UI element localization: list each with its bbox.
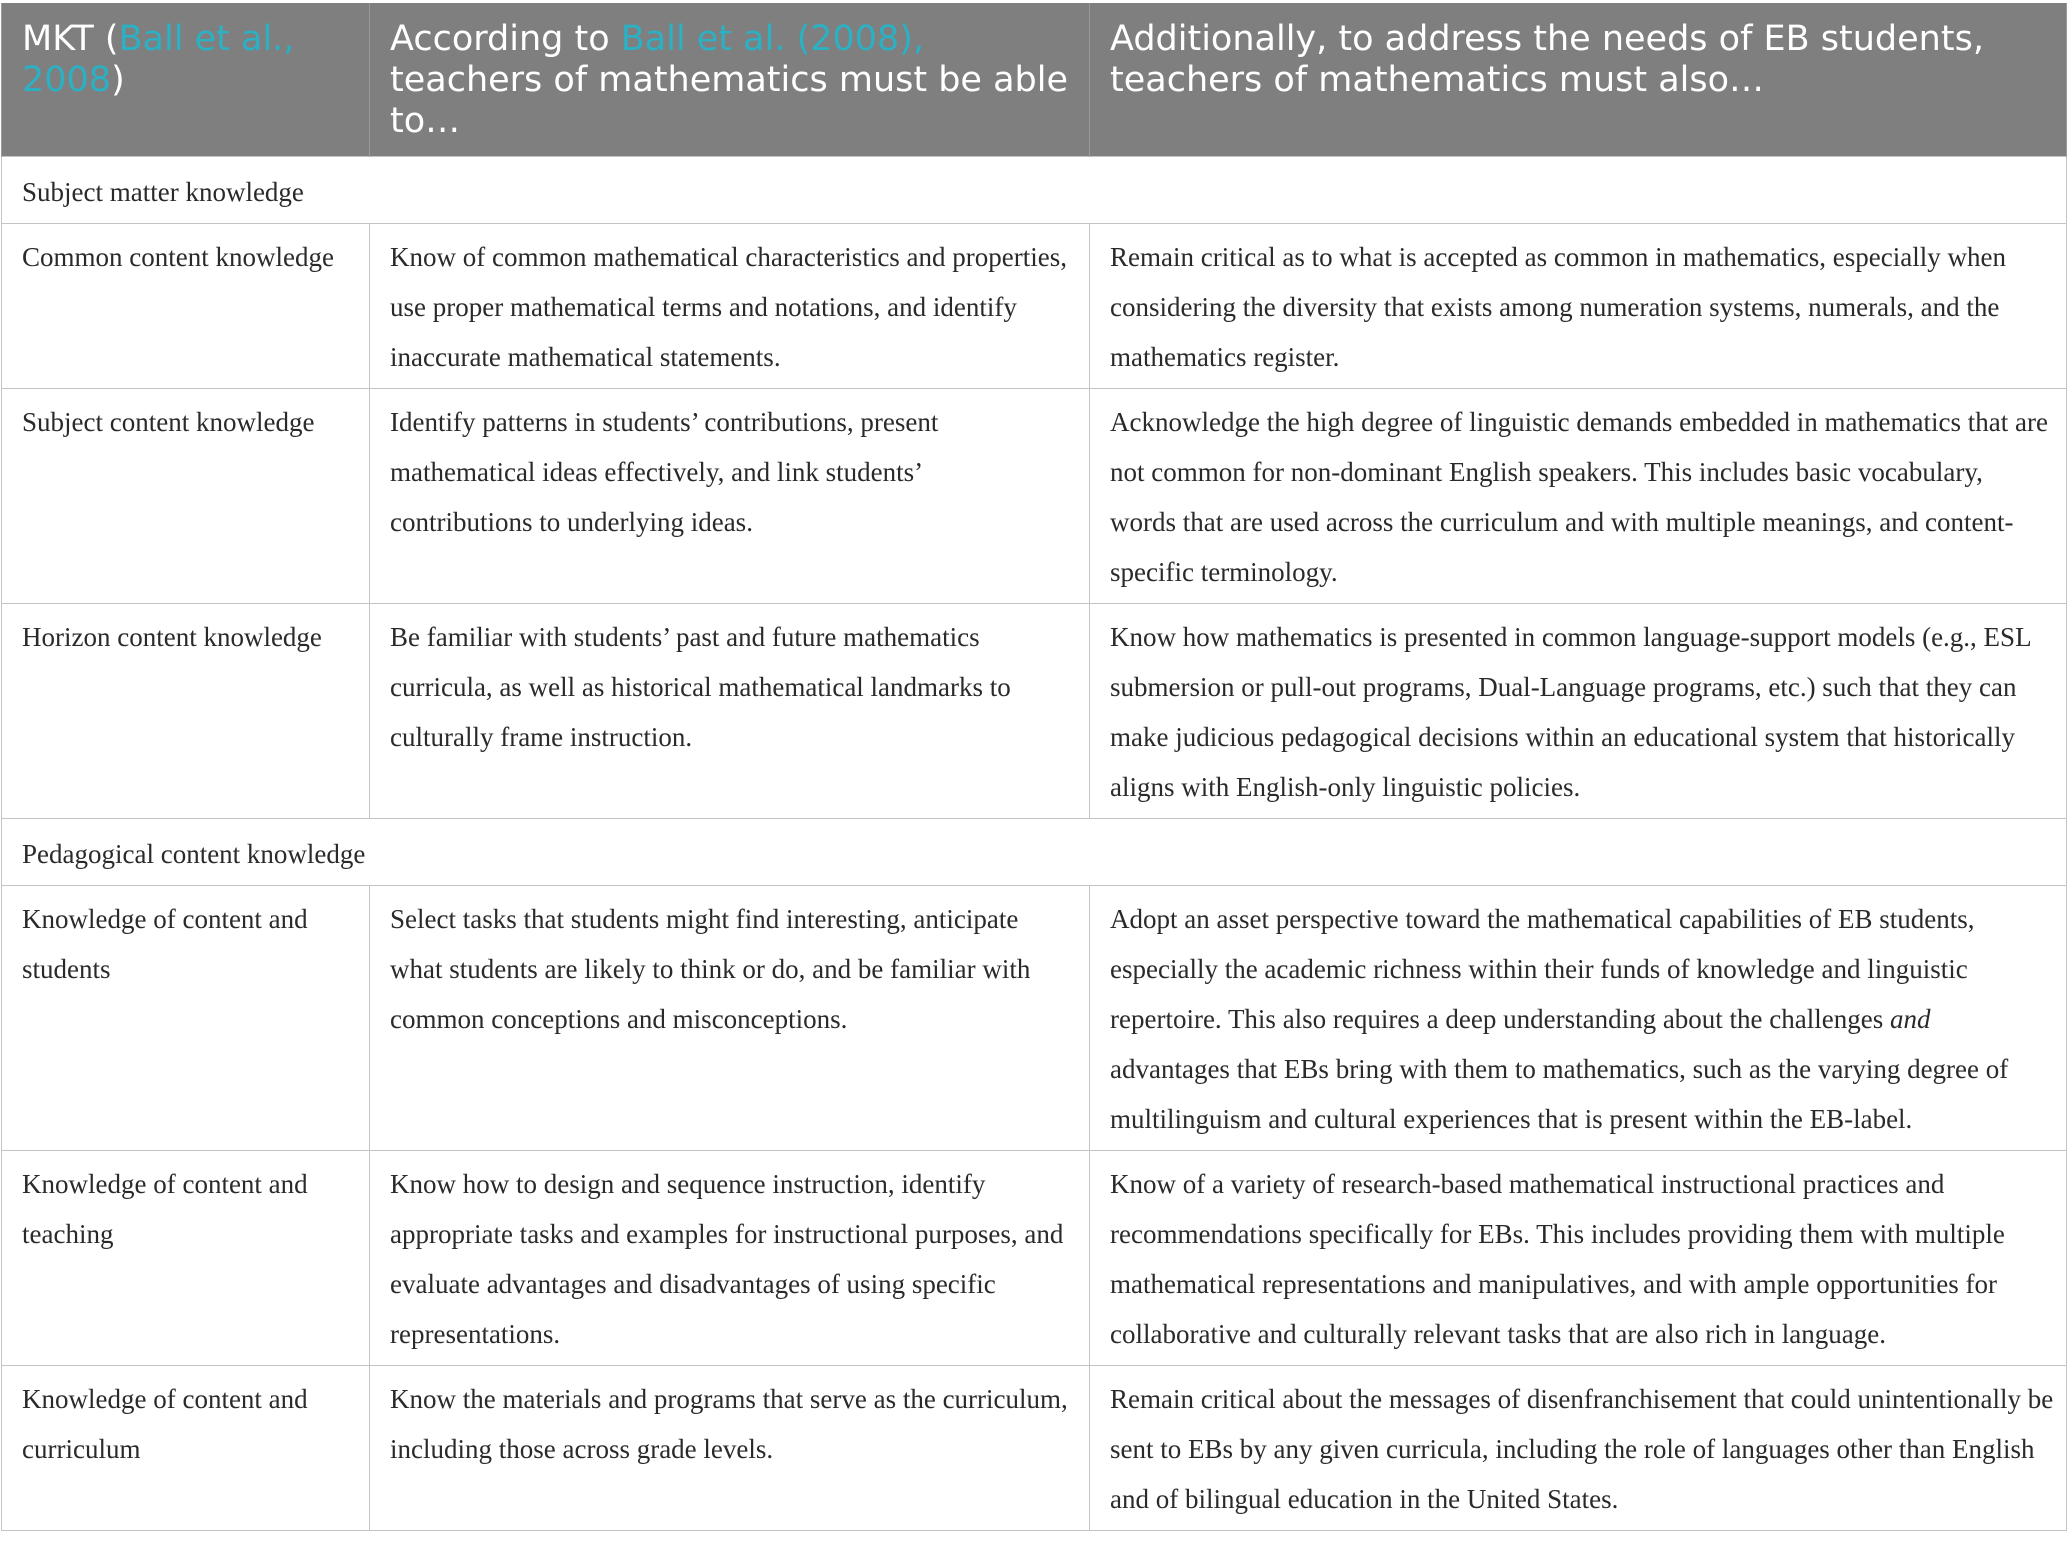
eb-text-emphasis: and xyxy=(1889,1004,1931,1034)
section-title: Pedagogical content knowledge xyxy=(2,819,2067,886)
domain-cell: Knowledge of content and curriculum xyxy=(2,1366,370,1531)
section-row xyxy=(2,819,2067,886)
table-row xyxy=(2,604,2067,819)
ball-cell: Be familiar with students’ past and future mathematics curricula, as well as historical mathematical landmarks to culturally frame instruction. xyxy=(370,604,1090,819)
section-row xyxy=(2,157,2067,224)
domain-cell: Common content knowledge xyxy=(2,224,370,389)
section-title: Subject matter knowledge xyxy=(2,157,2067,224)
domain-cell: Knowledge of content and teaching xyxy=(2,1151,370,1366)
ball-cell: Know of common mathematical characteristics and properties, use proper mathematical terms and notations, and identify inaccurate mathematical statements. xyxy=(370,224,1090,389)
table-row xyxy=(2,1151,2067,1366)
domain-cell: Horizon content knowledge xyxy=(2,604,370,819)
eb-cell: Acknowledge the high degree of linguistic demands embedded in mathematics that are not common for non-dominant English speakers. This includes basic vocabulary, words that are used across the curriculum and with multiple meanings, and content-specific terminology. xyxy=(1090,389,2067,604)
ball-cell: Know how to design and sequence instruction, identify appropriate tasks and examples for instructional purposes, and evaluate advantages and disadvantages of using specific representations. xyxy=(370,1151,1090,1366)
header-eb: Additionally, to address the needs of EB students, teachers of mathematics must also… xyxy=(1090,3,2067,157)
eb-cell xyxy=(1090,886,2067,1151)
header-mkt-suffix: ) xyxy=(111,60,125,100)
table-row xyxy=(2,1366,2067,1531)
domain-cell: Subject content knowledge xyxy=(2,389,370,604)
ball-cell: Identify patterns in students’ contributions, present mathematical ideas effectively, and link students’ contributions to underlying ideas. xyxy=(370,389,1090,604)
header-ball-prefix: According to xyxy=(390,19,621,59)
mkt-table xyxy=(1,3,2067,1531)
eb-cell: Know how mathematics is presented in common language-support models (e.g., ESL submersion or pull-out programs, Dual-Language programs, etc.) such that they can make judicious pedagogical decisions within an educational system that historically aligns with English-only linguistic policies. xyxy=(1090,604,2067,819)
eb-cell: Know of a variety of research-based mathematical instructional practices and recommendations specifically for EBs. This includes providing them with multiple mathematical representations and manipulatives, and with ample opportunities for collaborative and culturally relevant tasks that are also rich in language. xyxy=(1090,1151,2067,1366)
ball-cell: Select tasks that students might find interesting, anticipate what students are likely to think or do, and be familiar with common conceptions and misconceptions. xyxy=(370,886,1090,1151)
eb-cell: Remain critical about the messages of disenfranchisement that could unintentionally be sent to EBs by any given curricula, including the role of languages other than English and of bilingual education in the United States. xyxy=(1090,1366,2067,1531)
table-row xyxy=(2,389,2067,604)
table-row xyxy=(2,224,2067,389)
eb-cell: Remain critical as to what is accepted as common in mathematics, especially when considering the diversity that exists among numeration systems, numerals, and the mathematics register. xyxy=(1090,224,2067,389)
eb-text-part2: advantages that EBs bring with them to mathematics, such as the varying degree of multilinguism and cultural experiences that is present within the EB-label. xyxy=(1110,1054,2009,1134)
mkt-table-container xyxy=(1,3,2066,1531)
header-ball xyxy=(370,3,1090,157)
ball-cell: Know the materials and programs that serve as the curriculum, including those across grade levels. xyxy=(370,1366,1090,1531)
eb-text-part1: Adopt an asset perspective toward the mathematical capabilities of EB students, especially the academic richness within their funds of knowledge and linguistic repertoire. This also requires a deep understanding about the challenges xyxy=(1110,904,1975,1034)
table-row xyxy=(2,886,2067,1151)
citation-link-ball-2008[interactable]: Ball et al., 2008 xyxy=(22,19,295,100)
header-ball-suffix: teachers of mathematics must be able to… xyxy=(390,60,1069,141)
domain-cell: Knowledge of content and students xyxy=(2,886,370,1151)
header-row xyxy=(2,3,2067,157)
header-mkt xyxy=(2,3,370,157)
citation-link-ball-2008-b[interactable]: Ball et al. (2008), xyxy=(620,19,925,59)
header-mkt-prefix: MKT ( xyxy=(22,19,119,59)
